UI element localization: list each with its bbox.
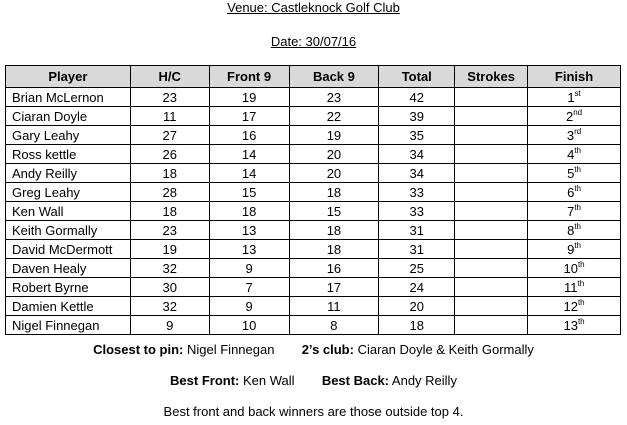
table-row (6, 259, 621, 278)
finish-position: 4 (567, 146, 575, 162)
table-row (6, 278, 621, 297)
finish-position: 11 (563, 279, 578, 295)
back-9-cell: 18 (289, 240, 379, 259)
strokes-cell (455, 240, 528, 259)
finish-suffix: st (574, 88, 581, 98)
handicap-cell: 30 (130, 278, 209, 297)
strokes-cell (455, 88, 528, 107)
best-back-label: Best Back: (321, 373, 390, 388)
strokes-cell (455, 221, 528, 240)
finish-suffix: th (574, 145, 581, 155)
front-9-cell: 14 (209, 145, 289, 164)
front-9-cell: 13 (209, 221, 289, 240)
table-row (6, 297, 621, 316)
finish-position: 12 (563, 298, 578, 314)
finish-suffix: th (577, 297, 585, 307)
total-cell: 39 (379, 107, 455, 126)
strokes-cell (455, 297, 528, 316)
table-row (6, 240, 621, 259)
strokes-cell (455, 145, 528, 164)
finish-cell (528, 316, 621, 335)
handicap-cell: 9 (130, 316, 209, 335)
table-row (6, 145, 621, 164)
finish-cell (528, 221, 621, 240)
player-name-cell: David McDermott (6, 240, 131, 259)
finish-suffix: th (574, 183, 581, 193)
finish-position: 7 (567, 203, 575, 219)
front-9-cell: 9 (209, 259, 289, 278)
finish-suffix: rd (574, 126, 582, 136)
date-heading: Date: 30/07/16 (270, 34, 357, 49)
handicap-cell: 32 (130, 259, 209, 278)
finish-position: 3 (566, 127, 575, 143)
finish-cell (528, 240, 621, 259)
front-9-cell: 14 (209, 164, 289, 183)
finish-suffix: th (574, 164, 581, 174)
finish-position: 8 (567, 222, 575, 238)
table-header-row (6, 66, 621, 88)
handicap-cell: 18 (130, 164, 209, 183)
total-cell: 35 (379, 126, 455, 145)
table-row (6, 107, 621, 126)
finish-cell (528, 164, 621, 183)
player-name-cell: Ken Wall (6, 202, 131, 221)
column-header-total: Total (379, 66, 455, 88)
total-cell: 31 (379, 240, 455, 259)
table-row (6, 221, 621, 240)
strokes-cell (455, 107, 528, 126)
finish-position: 2 (565, 108, 574, 124)
handicap-cell: 27 (130, 126, 209, 145)
total-cell: 33 (379, 183, 455, 202)
column-header-back-9: Back 9 (289, 66, 379, 88)
finish-position: 9 (567, 241, 575, 257)
finish-suffix: th (577, 278, 585, 288)
table-row (6, 88, 621, 107)
back-9-cell: 23 (289, 88, 379, 107)
handicap-cell: 18 (130, 202, 209, 221)
finish-cell (528, 88, 621, 107)
closest-to-pin-label: Closest to pin: (93, 342, 184, 357)
strokes-cell (455, 183, 528, 202)
total-cell: 42 (379, 88, 455, 107)
results-table (5, 65, 621, 335)
finish-suffix: th (577, 316, 585, 326)
finish-cell (528, 278, 621, 297)
back-9-cell: 11 (289, 297, 379, 316)
front-9-cell: 10 (209, 316, 289, 335)
best-front-value: Ken Wall (243, 373, 295, 388)
handicap-cell: 26 (130, 145, 209, 164)
finish-cell (528, 126, 621, 145)
closest-to-pin-value: Nigel Finnegan (187, 342, 275, 357)
player-name-cell: Robert Byrne (6, 278, 131, 297)
best-front-label: Best Front: (170, 373, 240, 388)
strokes-cell (455, 316, 528, 335)
finish-cell (528, 202, 621, 221)
finish-position: 13 (563, 317, 578, 333)
finish-cell (528, 107, 621, 126)
best-front-back-line (0, 373, 627, 388)
player-name-cell: Keith Gormally (6, 221, 131, 240)
player-name-cell: Brian McLernon (6, 88, 131, 107)
handicap-cell: 23 (130, 221, 209, 240)
total-cell: 24 (379, 278, 455, 297)
back-9-cell: 18 (289, 221, 379, 240)
strokes-cell (455, 259, 528, 278)
finish-position: 1 (567, 89, 575, 105)
total-cell: 25 (379, 259, 455, 278)
handicap-cell: 19 (130, 240, 209, 259)
finish-suffix: th (577, 259, 585, 269)
strokes-cell (455, 202, 528, 221)
player-name-cell: Daven Healy (6, 259, 131, 278)
total-cell: 34 (379, 164, 455, 183)
twos-club-value: Ciaran Doyle & Keith Gormally (357, 342, 534, 357)
finish-cell (528, 183, 621, 202)
total-cell: 34 (379, 145, 455, 164)
finish-position: 5 (567, 165, 575, 181)
best-back-value: Andy Reilly (391, 373, 457, 388)
back-9-cell: 16 (289, 259, 379, 278)
table-row (6, 164, 621, 183)
player-name-cell: Damien Kettle (6, 297, 131, 316)
player-name-cell: Ciaran Doyle (6, 107, 131, 126)
back-9-cell: 22 (289, 107, 379, 126)
back-9-cell: 20 (289, 145, 379, 164)
finish-cell (528, 145, 621, 164)
player-name-cell: Andy Reilly (6, 164, 131, 183)
front-9-cell: 9 (209, 297, 289, 316)
front-9-cell: 19 (209, 88, 289, 107)
strokes-cell (455, 126, 528, 145)
front-9-cell: 16 (209, 126, 289, 145)
total-cell: 31 (379, 221, 455, 240)
finish-cell (528, 259, 621, 278)
handicap-cell: 28 (130, 183, 209, 202)
table-row (6, 183, 621, 202)
back-9-cell: 19 (289, 126, 379, 145)
finish-position: 10 (563, 260, 578, 276)
column-header-front-9: Front 9 (209, 66, 289, 88)
footnote: Best front and back winners are those outside top 4. (163, 404, 464, 419)
table-row (6, 126, 621, 145)
finish-suffix: th (574, 221, 581, 231)
finish-suffix: th (574, 202, 581, 212)
strokes-cell (455, 278, 528, 297)
strokes-cell (455, 164, 528, 183)
finish-suffix: th (574, 240, 581, 250)
back-9-cell: 18 (289, 183, 379, 202)
total-cell: 20 (379, 297, 455, 316)
back-9-cell: 20 (289, 164, 379, 183)
player-name-cell: Gary Leahy (6, 126, 131, 145)
venue-heading: Venue: Castleknock Golf Club (227, 0, 400, 15)
front-9-cell: 15 (209, 183, 289, 202)
handicap-cell: 32 (130, 297, 209, 316)
column-header-player: Player (6, 66, 131, 88)
player-name-cell: Nigel Finnegan (6, 316, 131, 335)
table-row (6, 316, 621, 335)
front-9-cell: 17 (209, 107, 289, 126)
front-9-cell: 7 (209, 278, 289, 297)
total-cell: 18 (379, 316, 455, 335)
back-9-cell: 8 (289, 316, 379, 335)
front-9-cell: 13 (209, 240, 289, 259)
finish-cell (528, 297, 621, 316)
column-header-finish: Finish (528, 66, 621, 88)
table-row (6, 202, 621, 221)
player-name-cell: Ross kettle (6, 145, 131, 164)
back-9-cell: 17 (289, 278, 379, 297)
handicap-cell: 23 (130, 88, 209, 107)
finish-suffix: nd (573, 107, 583, 117)
twos-club-label: 2’s club: (301, 342, 354, 357)
closest-and-twos-line (0, 342, 627, 357)
handicap-cell: 11 (130, 107, 209, 126)
back-9-cell: 15 (289, 202, 379, 221)
column-header-strokes: Strokes (455, 66, 528, 88)
column-header-hc: H/C (130, 66, 209, 88)
front-9-cell: 18 (209, 202, 289, 221)
total-cell: 33 (379, 202, 455, 221)
results-table-body (6, 88, 621, 335)
player-name-cell: Greg Leahy (6, 183, 131, 202)
finish-position: 6 (567, 184, 575, 200)
